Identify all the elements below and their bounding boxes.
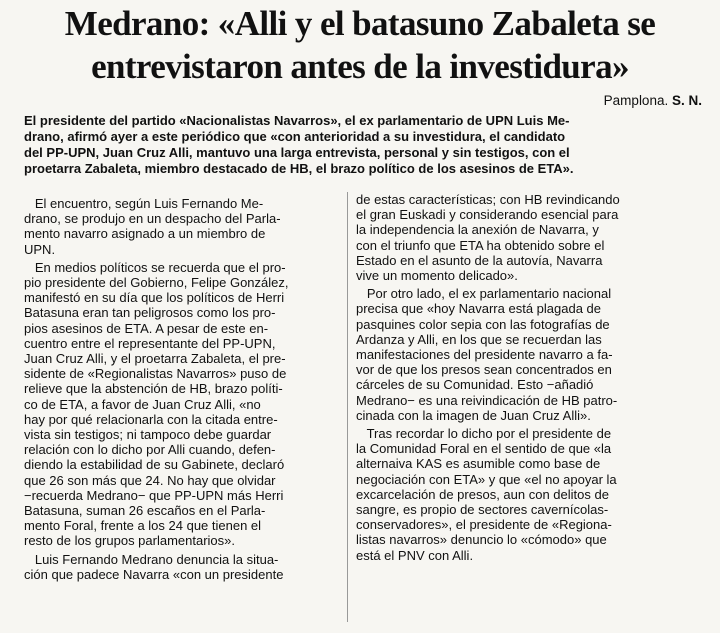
text-line: pasquines color sepia con las fotografías de	[356, 316, 610, 332]
text-line: sidente de «Regionalistas Navarros» puso de	[24, 366, 287, 382]
text-line: Tras recordar lo dicho por el presidente de	[356, 426, 612, 442]
article-lead	[24, 113, 700, 177]
text-line: En medios políticos se recuerda que el pro-	[24, 259, 286, 275]
paragraph	[356, 192, 696, 283]
text-line: mento Foral, frente a los 24 que tienen el	[24, 518, 262, 534]
byline	[604, 93, 702, 108]
text-line: cuentro entre el representante del PP-UPN,	[24, 335, 276, 351]
text-line: vive un momento delicado».	[356, 268, 518, 284]
text-line: con el triunfo que ETA ha obtenido sobre el	[356, 237, 605, 253]
paragraph	[24, 260, 344, 549]
text-line: UPN.	[24, 241, 56, 257]
text-line: precisa que «hoy Navarra está plagada de	[356, 301, 601, 317]
text-line: drano, se produjo en un despacho del Parla-	[24, 211, 281, 227]
text-line: manifestaciones del presidente navarro a fa-	[356, 347, 613, 363]
lead-line: drano, afirmó ayer a este periódico que «con anterioridad a su investidura, el candidato	[24, 129, 566, 144]
text-line: ción que padece Navarra «con un presidente	[24, 566, 284, 582]
text-line: Batasuna eran tan peligrosos como los pro-	[24, 305, 276, 321]
lead-line: del PP-UPN, Juan Cruz Alli, mantuvo una larga entrevista, personal y sin testigos, con el	[24, 145, 570, 160]
text-line: relieve que la abstención de HB, brazo políti-	[24, 381, 283, 397]
text-line: que 26 son más que 24. No hay que olvidar	[24, 472, 276, 488]
text-line: El encuentro, según Luis Fernando Me-	[24, 196, 264, 211]
text-line: co de ETA, a favor de Juan Cruz Alli, «no	[24, 396, 261, 412]
text-line: vor de que los presos sean concentrados en	[356, 362, 612, 378]
right-column	[356, 192, 696, 566]
text-line: mento navarro asignado a un miembro de	[24, 226, 266, 242]
left-column	[24, 196, 344, 585]
text-line: está el PNV con Alli.	[356, 547, 474, 563]
headline-line: Medrano: «Alli y el batasuno Zabaleta se	[64, 4, 656, 43]
text-line: resto de los grupos parlamentarios».	[24, 533, 236, 549]
text-line: manifestó en su día que los políticos de Herri	[24, 290, 285, 306]
text-line: sangre, es propio de sectores cavernícolas-	[356, 502, 609, 518]
text-line: la independencia la anexión de Navarra, y	[356, 222, 599, 238]
text-line: Luis Fernando Medrano denuncia la situa-	[24, 551, 279, 567]
text-line: conservadores», el presidente de «Regiona-	[356, 517, 612, 533]
text-line: cárceles de su Comunidad. Esto −añadió	[356, 377, 594, 393]
text-line: Batasuna, suman 26 escaños en el Parla-	[24, 503, 266, 519]
text-line: de estas características; con HB revindicando	[356, 192, 620, 207]
byline-author: S. N.	[671, 93, 702, 108]
article-headline	[10, 2, 710, 88]
text-line: Por otro lado, el ex parlamentario nacional	[356, 286, 612, 302]
text-line: pio presidente del Gobierno, Felipe González,	[24, 275, 289, 291]
text-line: cinada con la imagen de Juan Cruz Alli».	[356, 407, 591, 423]
text-line: listas navarros» denuncio lo «cómodo» que	[356, 532, 607, 548]
paragraph	[24, 552, 344, 582]
paragraph	[24, 196, 344, 257]
text-line: hay por qué relacionarla con la citada entre-	[24, 411, 278, 427]
text-line: la Comunidad Foral en el sentido de que «la	[356, 441, 612, 457]
headline-line: entrevistaron antes de la investidura»	[91, 47, 629, 86]
byline-place: Pamplona.	[603, 93, 669, 108]
paragraph	[356, 426, 696, 563]
text-line: diendo la estabilidad de su Gabinete, declaró	[24, 457, 285, 473]
text-line: Medrano− es una reivindicación de HB patro-	[356, 392, 618, 408]
text-line: negociación con ETA» y que «el no apoyar la	[356, 471, 617, 487]
text-line: Estado en el asunto de la autovía, Navarra	[356, 252, 603, 268]
text-line: relación con lo dicho por Alli cuando, defen-	[24, 442, 276, 458]
text-line: pios asesinos de ETA. A pesar de este en-	[24, 320, 269, 336]
text-line: Ardanza y Alli, en los que se recuerdan las	[356, 331, 602, 347]
column-divider	[347, 192, 348, 622]
text-line: −recuerda Medrano− que PP-UPN más Herri	[24, 487, 284, 503]
lead-line: El presidente del partido «Nacionalistas Navarros», el ex parlamentario de UPN Luis Me-	[24, 113, 570, 128]
text-line: vista sin testigos; ni tampoco debe guardar	[24, 427, 272, 443]
text-line: alternaiva KAS es asumible como base de	[356, 456, 601, 472]
text-line: Juan Cruz Alli, y el proetarra Zabaleta, el pre-	[24, 351, 286, 367]
text-line: excarcelación de presos, aun con delitos de	[356, 486, 609, 502]
text-line: el gran Euskadi y considerando esencial para	[356, 207, 619, 223]
lead-line: proetarra Zabaleta, miembro destacado de HB, el brazo político de los asesinos de ETA».	[24, 161, 574, 176]
paragraph	[356, 286, 696, 423]
